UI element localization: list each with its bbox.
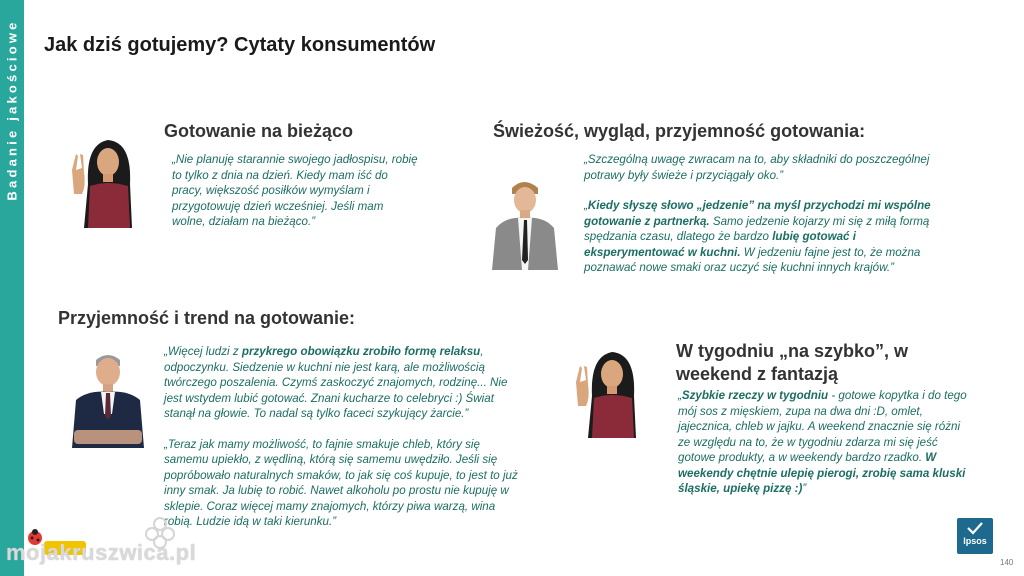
quote-freshness-2: „Kiedy słyszę słowo „jedzenie” na myśl przychodzi mi wspólne gotowanie z partnerką. Samo jedzenie kojarzy mi się z miłą formą spędzania czasu, dlatego że bardzo lubię gotować i eksperymentować w kuchni. W jedzeniu fajne jest to, że można poznawać nowe smaki oraz uczyć się kuchni innych krajów.” (584, 199, 931, 274)
woman-peace-sign-photo (58, 124, 156, 228)
page-title: Jak dziś gotujemy? Cytaty konsumentów (44, 34, 436, 56)
quote-pleasure-1: „Więcej ludzi z przykrego obowiązku zrobiło formę relaksu, odpoczynku. Siedzenie w kuchni nie jest karą, ale możliwością twórczego poszalenia. Czymś zaskoczyć znajomych, rodzinę... Nie jest wstydem lubić gotować. Znani kucharze to celebryci :) Świat stanął na głowie. To nadal są tylko faceci szykujący żarcie.” (164, 345, 508, 420)
section-title-pleasure-trend: Przyjemność i trend na gotowanie: (58, 308, 356, 328)
logo-check-icon (967, 521, 983, 535)
section-title-freshness: Świeżość, wygląd, przyjemność gotowania: (493, 121, 866, 141)
section-title-weekday-weekend: W tygodniu „na szybko”, w weekend z fantazją (676, 341, 909, 384)
watermark-text: mojakruszwica.pl (6, 540, 197, 565)
quote-freshness-1: „Szczególną uwagę zwracam na to, aby składniki do poszczególnej potrawy były świeże i przyciągały oko.” (584, 153, 930, 182)
quote-weekday-text: „Szybkie rzeczy w tygodniu - gotowe kopytka i do tego mój sos z mięskiem, zupa na dwa dni :D, omlet, jajecznica, chleb w jajku. A weekend znacznie się różni ze względu na to, że w tygodniu zdarza mi się jeść gotowe produkty, a w weekendy bardzo rzadko. W weekendy chętnie ulepię pierogi, zrobię sama kluski śląskie, upiekę pizzę :)” (678, 389, 967, 495)
older-man-photo (66, 344, 150, 448)
quote-pleasure-trend (164, 344, 522, 530)
quote-freshness (584, 152, 956, 276)
page-number: 140 (1000, 558, 1014, 567)
quote-pleasure-2: „Teraz jak mamy możliwość, to fajnie smakuje chleb, który się samemu upiekło, z wędliną, którą się samemu uwędziło. Jeśli się popróbowało naturalnych smaków, to jak się coś kupuje, to jest to już inny smak. Ja lubię to robić. Nawet alkoholu po prostu nie kupuję w sklepie. Coraz więcej mamy znajomych, którzy piwa warzą, wina robią. Ludzie idą w taki kierunku.” (164, 437, 518, 528)
ipsos-logo-icon (957, 518, 993, 554)
section-title-cooking-ongoing: Gotowanie na bieżąco (164, 121, 354, 141)
young-man-photo (482, 170, 566, 270)
woman-peace-sign-photo-2 (562, 338, 660, 438)
sidebar-band (0, 0, 24, 576)
quote-text: „Nie planuję starannie swojego jadłospisu, robię to tylko z dnia na dzień. Kiedy mam iść do pracy, większość posiłków wymyślam i przygotowuję dzień wcześniej. Jeśli mam wolne, działam na bieżąco.” (172, 153, 418, 228)
quote-cooking-ongoing (172, 152, 418, 230)
sidebar-label: Badanie jakościowe (4, 19, 20, 201)
quote-weekday-weekend (678, 388, 970, 497)
logo-text: Ipsos (963, 536, 987, 546)
